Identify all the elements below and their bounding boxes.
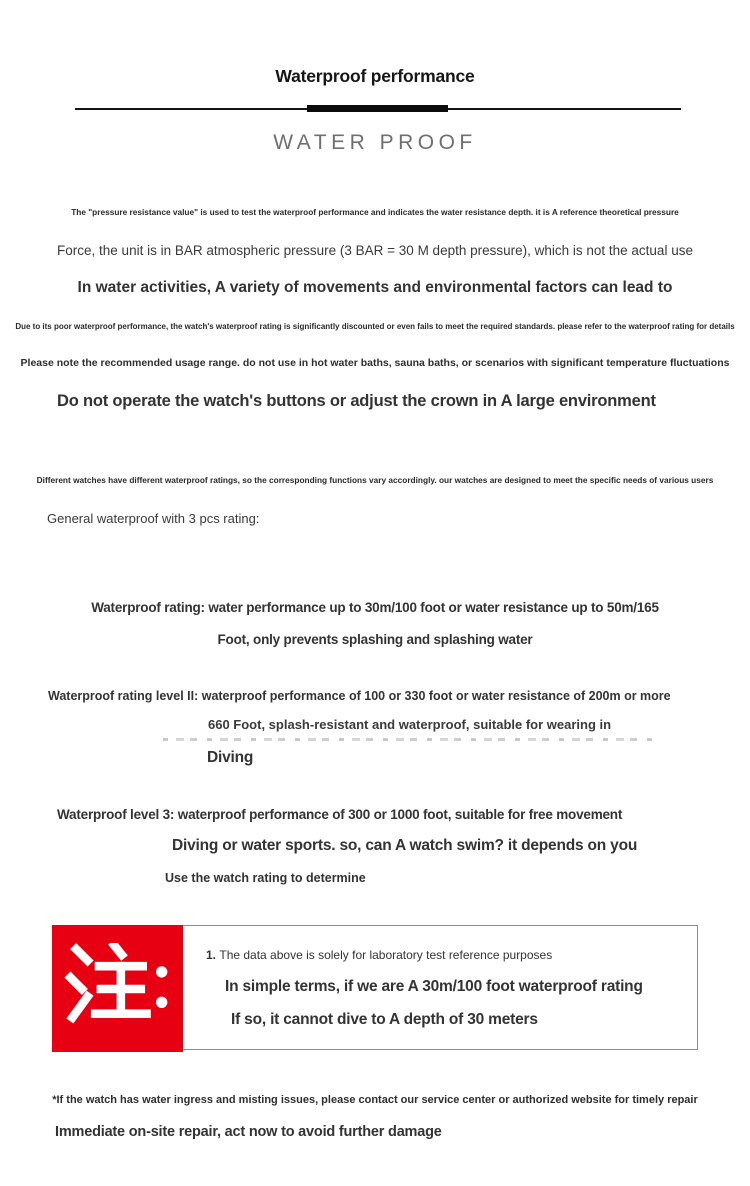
service-contact-text: *If the watch has water ingress and misting issues, please contact our service center or authorized website for timely repair <box>52 1094 698 1106</box>
note-marker-icon <box>61 943 175 1035</box>
level3-line2-text: Use the watch rating to determine <box>165 871 366 885</box>
note-item-2: In simple terms, if we are A 30m/100 foot waterproof rating <box>225 978 643 995</box>
note-item-3: If so, it cannot dive to A depth of 30 meters <box>231 1011 538 1028</box>
title-divider <box>75 105 681 112</box>
repair-urgency-text: Immediate on-site repair, act now to avoid further damage <box>55 1124 442 1140</box>
note-item-1-text: The data above is solely for laboratory test reference purposes <box>219 948 553 962</box>
pressure-note-text: The "pressure resistance value" is used to test the waterproof performance and indicates the water resistance depth. it is A reference theoretical pressure <box>71 207 679 217</box>
crown-warning-text: Do not operate the watch's buttons or adjust the crown in A large environment <box>57 392 656 410</box>
level2-heading-text: Waterproof rating level II: waterproof performance of 100 or 330 foot or water resistance of 200m or more <box>48 689 671 703</box>
divider-center-bar <box>307 105 448 112</box>
level1-line1-text: Waterproof rating: water performance up to 30m/100 foot or water resistance up to 50m/165 <box>91 600 659 615</box>
usage-range-text: Please note the recommended usage range. do not use in hot water baths, sauna baths, or scenarios with significant temperature fluctuations <box>20 357 730 369</box>
general-rating-heading: General waterproof with 3 pcs rating: <box>47 511 260 526</box>
level3-line1-text: Diving or water sports. so, can A watch swim? it depends on you <box>172 837 638 854</box>
discount-note-text: Due to its poor waterproof performance, the watch's waterproof rating is significantly discounted or even fails to meet the required standards. please refer to the waterproof rating for details <box>15 322 735 331</box>
page-subtitle: WATER PROOF <box>273 131 477 154</box>
level2-line1-text: 660 Foot, splash-resistant and waterproof, suitable for wearing in <box>208 717 612 732</box>
page-title: Waterproof performance <box>275 66 475 86</box>
clipped-text-line <box>163 738 655 741</box>
level1-line2-text: Foot, only prevents splashing and splashing water <box>217 632 533 647</box>
note-box <box>52 925 698 1050</box>
note-item-1-number: 1. <box>206 948 217 962</box>
note-marker-badge <box>52 925 183 1052</box>
level2-diving-text: Diving <box>207 749 254 766</box>
bar-pressure-text: Force, the unit is in BAR atmospheric pressure (3 BAR = 30 M depth pressure), which is not the actual use <box>57 243 693 258</box>
water-activities-text: In water activities, A variety of movements and environmental factors can lead to <box>77 279 673 296</box>
note-item-1 <box>206 948 552 962</box>
variety-note-text: Different watches have different waterproof ratings, so the corresponding functions vary accordingly. our watches are designed to meet the specific needs of various users <box>36 475 714 485</box>
level3-heading-text: Waterproof level 3: waterproof performance of 300 or 1000 foot, suitable for free movement <box>57 807 623 822</box>
